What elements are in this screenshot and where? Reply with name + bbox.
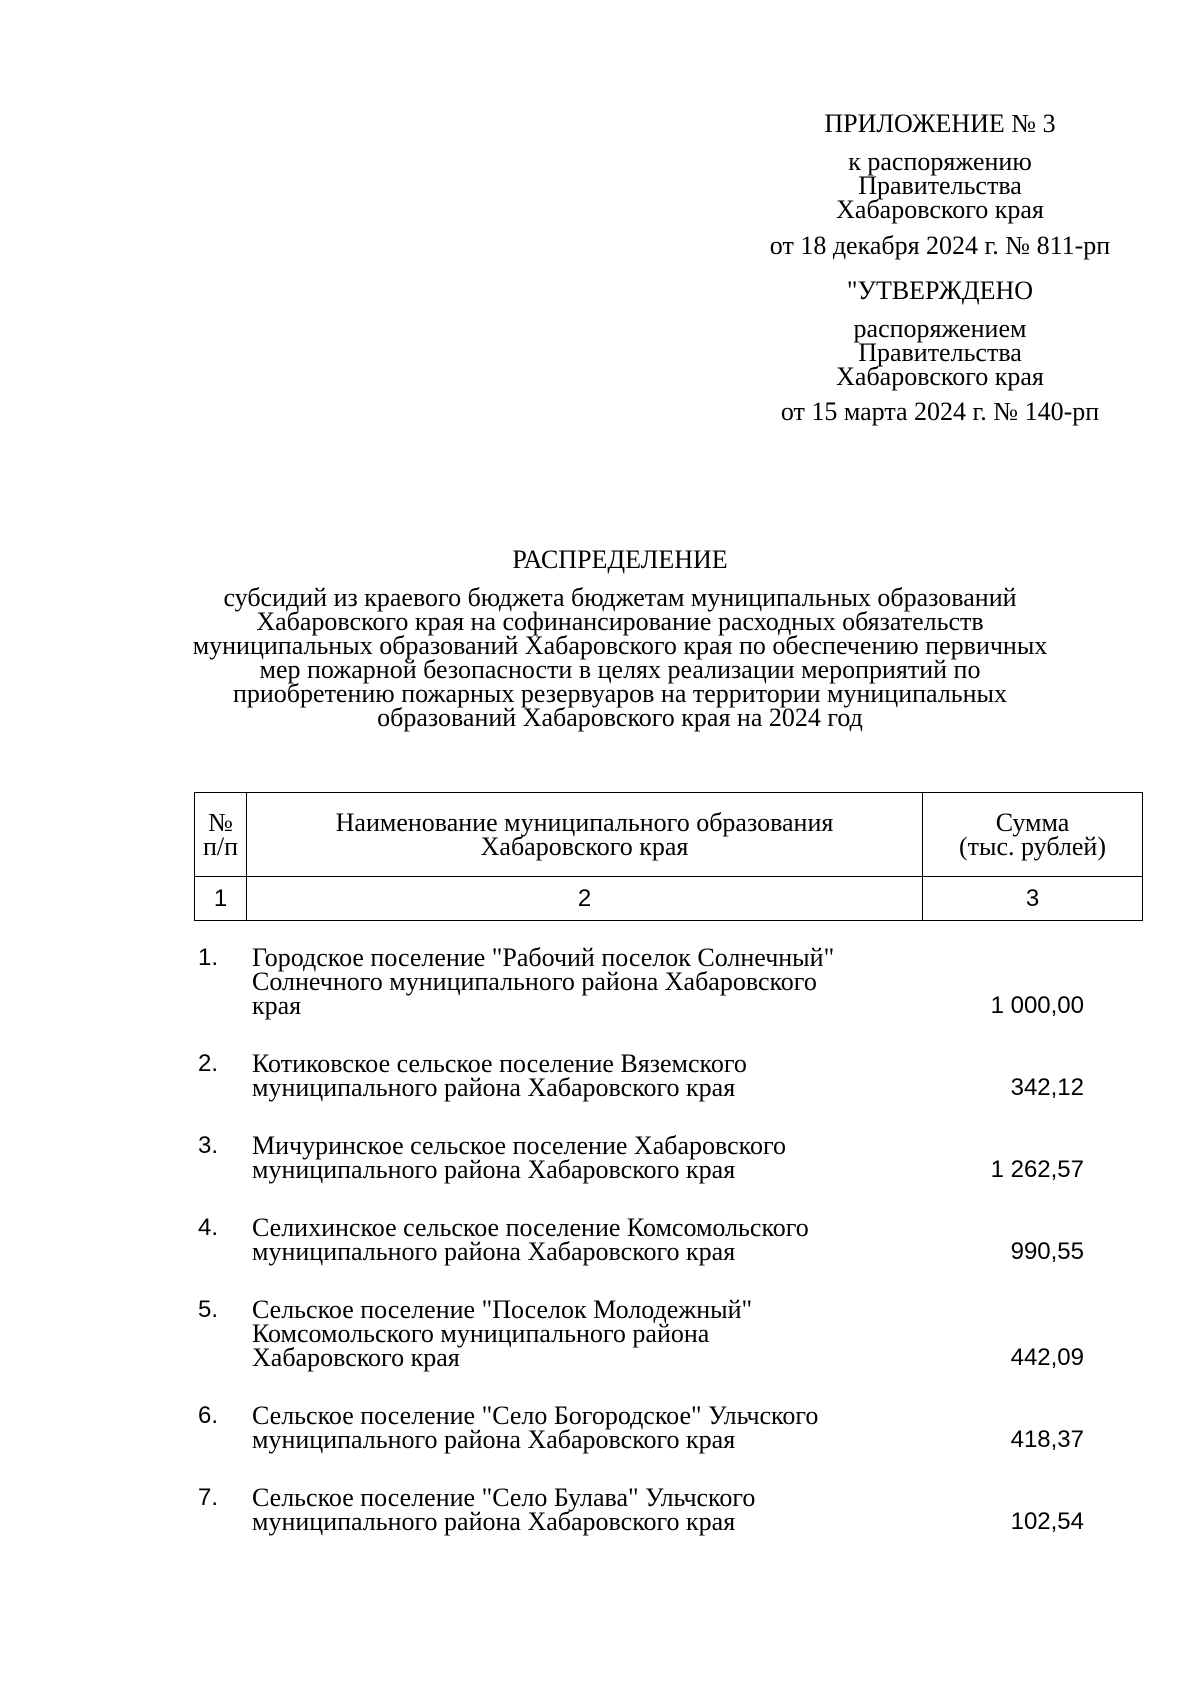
appendix-header [800, 109, 1080, 138]
row-name-line: Сельское поселение "Село Богородское" Ульчского [252, 1401, 819, 1430]
header-sum-line: Сумма [995, 807, 1070, 837]
row-sum: 418,37 [1010, 1426, 1084, 1453]
header-name-line: Наименование муниципального образования [335, 807, 834, 837]
approved-line: "УТВЕРЖДЕНО [846, 276, 1034, 305]
header-sum-cell [923, 793, 1143, 877]
header-num-line: п/п [202, 831, 239, 861]
row-sum: 442,09 [1010, 1344, 1084, 1371]
header-name-line: Хабаровского края [480, 831, 689, 861]
subtitle-line: приобретению пожарных резервуаров на территории муниципальных [232, 679, 1008, 708]
row-name [252, 1401, 892, 1454]
row-name-line: Городское поселение "Рабочий поселок Солнечный" [252, 943, 835, 972]
row-name-line: муниципального района Хабаровского края [252, 1073, 736, 1102]
row-name [252, 1483, 892, 1536]
to-order-line: к распоряжению [848, 147, 1032, 176]
row-name-line: Хабаровского края [252, 1343, 460, 1372]
row-sum: 102,54 [1010, 1508, 1084, 1535]
header-num-cell [195, 793, 247, 877]
table-header-row [195, 793, 1143, 877]
row-name-line: муниципального района Хабаровского края [252, 1507, 736, 1536]
header-name-cell [247, 793, 923, 877]
to-order-line: Правительства [858, 171, 1022, 200]
row-name-line: Солнечного муниципального района Хабаровского [252, 967, 817, 996]
order-date-block [740, 231, 1140, 260]
header-num-line: № [208, 807, 233, 837]
approved-by-line: Правительства [858, 338, 1022, 367]
approved-by-block [800, 314, 1080, 391]
subtitle-line: мер пожарной безопасности в целях реализации мероприятий по [259, 655, 981, 684]
approved-by-line: распоряжением [853, 314, 1027, 343]
row-name-line: муниципального района Хабаровского края [252, 1237, 736, 1266]
to-order-line: Хабаровского края [836, 195, 1044, 224]
column-number: 1 [213, 884, 228, 912]
column-number: 2 [577, 884, 592, 912]
column-number-row [195, 877, 1143, 921]
row-name-line: муниципального района Хабаровского края [252, 1425, 736, 1454]
row-sum: 342,12 [1010, 1074, 1084, 1101]
row-sum: 1 262,57 [990, 1156, 1084, 1183]
column-number-cell [923, 877, 1143, 921]
to-order-block [800, 147, 1080, 224]
approved-date: от 15 марта 2024 г. № 140-рп [780, 397, 1100, 426]
row-number: 6. [198, 1402, 219, 1429]
approved-block [800, 276, 1080, 305]
row-number: 5. [198, 1296, 219, 1323]
row-name [252, 1213, 892, 1266]
subtitle-line: субсидий из краевого бюджета бюджетам муниципальных образований [223, 583, 1017, 612]
approved-by-line: Хабаровского края [836, 362, 1044, 391]
row-name-line: муниципального района Хабаровского края [252, 1155, 736, 1184]
row-sum: 1 000,00 [990, 992, 1084, 1019]
approved-date-block [740, 397, 1140, 426]
row-number: 7. [198, 1484, 219, 1511]
subtitle-line: Хабаровского края на софинансирование расходных обязательств [256, 607, 984, 636]
row-name-line: Сельское поселение "Село Булава" Ульчского [252, 1483, 756, 1512]
row-name [252, 943, 892, 1020]
subtitle-line: образований Хабаровского края на 2024 год [377, 703, 863, 732]
row-name [252, 1295, 892, 1372]
document-title: РАСПРЕДЕЛЕНИЕ [512, 545, 728, 574]
column-number: 3 [1025, 884, 1040, 912]
appendix-number: ПРИЛОЖЕНИЕ № 3 [824, 109, 1056, 138]
subtitle-line: муниципальных образований Хабаровского края по обеспечению первичных [192, 631, 1048, 660]
row-number: 1. [198, 944, 219, 971]
document-subtitle [150, 583, 1090, 732]
row-sum: 990,55 [1010, 1238, 1084, 1265]
table-header-grid [194, 792, 1143, 921]
row-name-line: Сельское поселение "Поселок Молодежный" [252, 1295, 753, 1324]
row-name [252, 1131, 892, 1184]
row-number: 2. [198, 1050, 219, 1077]
row-name-line: Селихинское сельское поселение Комсомольского [252, 1213, 809, 1242]
row-number: 4. [198, 1214, 219, 1241]
order-date: от 18 декабря 2024 г. № 811-рп [769, 231, 1111, 260]
row-name-line: Комсомольского муниципального района [252, 1319, 710, 1348]
row-name-line: Котиковское сельское поселение Вяземского [252, 1049, 747, 1078]
row-name [252, 1049, 892, 1102]
row-name-line: Мичуринское сельское поселение Хабаровского [252, 1131, 787, 1160]
column-number-cell [195, 877, 247, 921]
header-sum-line: (тыс. рублей) [958, 831, 1106, 861]
row-number: 3. [198, 1132, 219, 1159]
row-name-line: края [252, 991, 302, 1020]
column-number-cell [247, 877, 923, 921]
